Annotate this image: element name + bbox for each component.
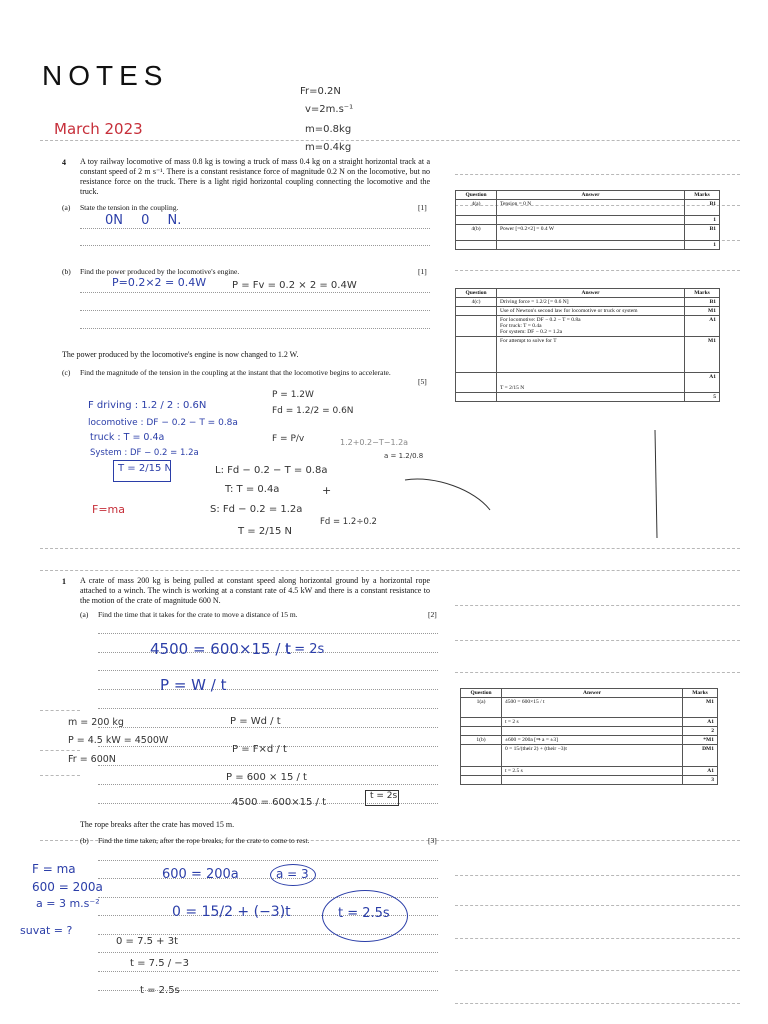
working-line: T: T = 0.4a <box>225 484 280 495</box>
working-line: a = 1.2/0.8 <box>384 452 424 460</box>
working-line: locomotive : DF − 0.2 − T = 0.8a <box>88 418 238 428</box>
working-line: P = F×d / t <box>232 744 287 755</box>
question-number: 4 <box>62 158 66 167</box>
mark-scheme-table <box>455 190 720 250</box>
date-note: March 2023 <box>54 120 143 138</box>
table-row: 4(a) Tension = 0 N B1 <box>456 200 720 216</box>
working-line: P = 1.2W <box>272 390 314 400</box>
part-label: (a) <box>80 610 89 619</box>
part-marks: [1] <box>418 203 427 212</box>
table-row: t = 2.5 s A1 <box>461 767 718 776</box>
body-text: The power produced by the locomotive's engine is now changed to 1.2 W. <box>62 350 299 359</box>
answer-handwriting: 0N 0 N. <box>105 213 182 228</box>
working-line: truck : T = 0.4a <box>90 432 165 443</box>
body-text: The rope breaks after the crate has moved 15 m. <box>80 820 235 829</box>
table-row: t = 2 s A1 <box>461 718 718 727</box>
table-row: 1(b) ±600 = 200a [⇒ a = ±3] *M1 <box>461 736 718 745</box>
table-header: Question <box>456 191 497 200</box>
working-line: System : DF − 0.2 = 1.2a <box>90 448 199 458</box>
mark-scheme-table <box>460 688 718 785</box>
working-line: S: Fd − 0.2 = 1.2a <box>210 504 303 515</box>
handwritten-answer: t = 2s <box>285 642 325 657</box>
working-line: Fd = 1.2÷0.2 <box>320 517 377 527</box>
note-mass-truck: m=0.4kg <box>305 142 352 153</box>
working-line: m = 200 kg <box>68 717 124 728</box>
working-line: L: Fd − 0.2 − T = 0.8a <box>215 465 328 476</box>
working-line: Fr = 600N <box>68 754 116 765</box>
table-row: 2 <box>461 727 718 736</box>
handwritten-answer: a = 3 <box>276 867 309 881</box>
page-title: NOTES <box>42 60 169 91</box>
formula-note: F=ma <box>92 503 125 516</box>
table-row: 3 <box>461 776 718 785</box>
table-row: 4(b) Power [=0.2×2] = 0.4 W B1 <box>456 225 720 241</box>
part-marks: [2] <box>428 610 437 619</box>
part-text: Find the time that it takes for the crate to move a distance of 15 m. <box>98 610 298 619</box>
part-marks: [3] <box>428 836 437 845</box>
table-header: Answer <box>497 191 685 200</box>
handwritten-equation: P = W / t <box>160 676 227 694</box>
table-row: T = 2/15 N A1 <box>456 373 720 393</box>
working-line: 4500 = 600×15 / t <box>232 797 327 808</box>
table-header: Answer <box>502 689 683 698</box>
table-row: For attempt to solve for T M1 <box>456 337 720 373</box>
working-line: a = 3 m.s⁻² <box>36 897 100 910</box>
part-text: Find the magnitude of the tension in the coupling at the instant that the locomotive begins to accelerate. <box>80 368 391 377</box>
table-header: Answer <box>497 289 685 298</box>
working-line: 0 = 7.5 + 3t <box>116 936 179 947</box>
working-line: F = ma <box>32 862 76 876</box>
table-header: Question <box>456 289 497 298</box>
answer-handwriting: P = Fv = 0.2 × 2 = 0.4W <box>232 280 357 291</box>
handwritten-equation: 0 = 15/2 + (−3)t <box>172 904 291 920</box>
working-line: 600 = 200a <box>32 880 103 894</box>
part-label: (c) <box>62 368 71 377</box>
working-line: 1.2+0.2−T−1.2a <box>340 438 409 447</box>
working-line: F = P/v <box>272 434 305 444</box>
part-label: (a) <box>62 203 71 212</box>
table-row: Use of Newton's second law for locomotive or truck or system M1 <box>456 307 720 316</box>
handwritten-answer: t = 2s <box>370 791 398 801</box>
handwritten-equation: 4500 = 600×15 / t <box>150 640 292 658</box>
working-line: t = 7.5 / −3 <box>130 958 190 969</box>
question-text: A crate of mass 200 kg is being pulled at constant speed along horizontal ground by a horizontal rope attached to a winch. The winch is working at a constant rate of 4.5 kW and there is a constant resistance to the motion of the crate of magnitude 600 N. <box>80 576 430 605</box>
table-row: 1 <box>456 216 720 225</box>
table-row: 1 <box>456 241 720 250</box>
part-text: State the tension in the coupling. <box>80 203 179 212</box>
part-marks: [1] <box>418 267 427 276</box>
mark-scheme-table <box>455 288 720 402</box>
answer-handwriting: P=0.2×2 = 0.4W <box>112 276 207 289</box>
working-line: Fd = 1.2/2 = 0.6N <box>272 406 354 416</box>
handwritten-answer: t = 2.5s <box>338 906 390 921</box>
working-line: P = Wd / t <box>230 716 281 727</box>
table-row: 4(c) Driving force = 1.2/2 [= 0.6 N] B1 <box>456 298 720 307</box>
note-velocity: v=2m.s⁻¹ <box>305 104 354 115</box>
working-line: suvat = ? <box>20 924 73 937</box>
part-text: Find the power produced by the locomotive's engine. <box>80 267 240 276</box>
part-label: (b) <box>80 836 89 845</box>
working-line: P = 600 × 15 / t <box>226 772 307 783</box>
working-line: P = 4.5 kW = 4500W <box>68 735 169 746</box>
table-row: For locomotive: DF − 0.2 − T = 0.8a For truck: T = 0.4a For system: DF − 0.2 = 1.2a A1 <box>456 316 720 337</box>
note-friction: Fr=0.2N <box>300 86 341 97</box>
boxed-answer: T = 2/15 N <box>118 463 172 474</box>
part-label: (b) <box>62 267 71 276</box>
annotation-arrow <box>395 420 665 540</box>
part-text: Find the time taken, after the rope breaks, for the crate to come to rest. <box>98 836 310 845</box>
working-line: T = 2/15 N <box>238 526 292 537</box>
table-row: 1(a) 4500 = 600×15 / t M1 <box>461 698 718 718</box>
working-line: + <box>322 484 332 497</box>
table-header: Marks <box>685 191 720 200</box>
note-mass-loco: m=0.8kg <box>305 124 352 135</box>
table-header: Marks <box>685 289 720 298</box>
working-line: F driving : 1.2 / 2 : 0.6N <box>88 400 207 411</box>
table-row: 0 = 15/(their 2) + (their −3)t DM1 <box>461 745 718 767</box>
question-number: 1 <box>62 577 66 586</box>
table-row: 5 <box>456 393 720 402</box>
handwritten-equation: 600 = 200a <box>162 867 239 882</box>
question-text: A toy railway locomotive of mass 0.8 kg is towing a truck of mass 0.4 kg on a straight horizontal track at a constant speed of 2 m s⁻¹. There is a constant resistance force of magnitude 0.2 N on the locomotive, but no resistance force on the truck. There is a light rigid horizontal coupling connecting the locomotive and the truck. <box>80 157 430 196</box>
working-line: t = 2.5s <box>140 985 180 996</box>
table-header: Question <box>461 689 502 698</box>
part-marks: [5] <box>418 377 427 386</box>
table-header: Marks <box>683 689 718 698</box>
